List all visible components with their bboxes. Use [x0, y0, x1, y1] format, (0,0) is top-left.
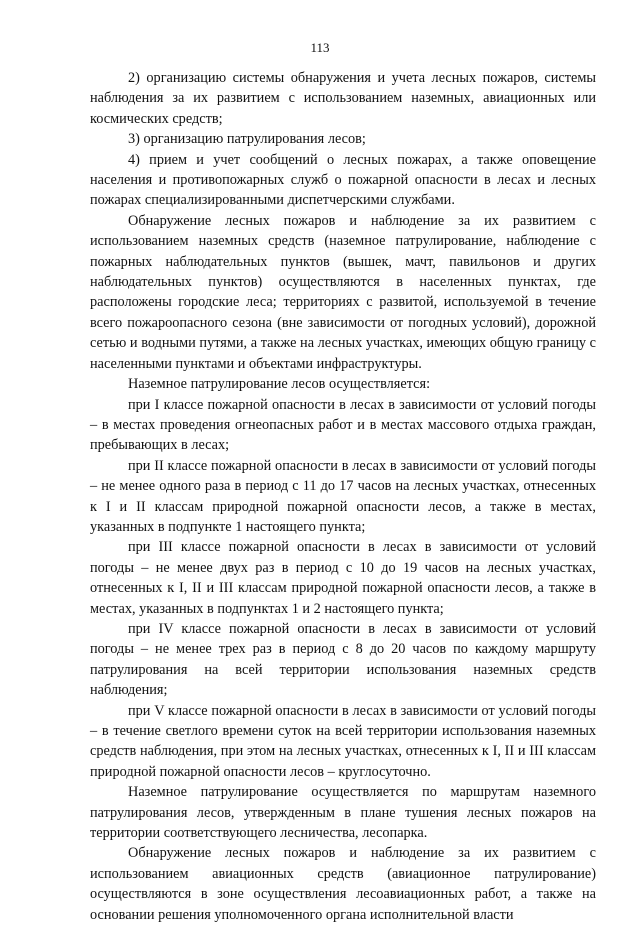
paragraph: 3) организацию патрулирования лесов;	[128, 131, 366, 148]
paragraph: при III классе пожарной опасности в лесах в зависимости от условий погоды – не менее двух раз в период с 10 до 19 часов на лесных участках, отнесенных к I, II и III классам природной пожарной опасности лесов, а также в местах, указанных в подпунктах 1 и 2 настоящего пункта;	[90, 539, 596, 617]
paragraph: Наземное патрулирование лесов осуществляется:	[128, 376, 431, 393]
paragraph: Обнаружение лесных пожаров и наблюдение за их развитием с использованием наземных средств (наземное патрулирование, наблюдение с пожарных наблюдательных пунктов (вышек, мачт, павильонов и других наблюдательных пунктов) осуществляются в населенных пунктах, где расположены городские леса; территориях с развитой, используемой в течение всего пожароопасного сезона (вне зависимости от погодных условий), дорожной сетью и водными путями, а также на лесных участках, имеющих общую границу с населенными пунктами и объектами инфраструктуры.	[90, 212, 596, 372]
paragraph: при I классе пожарной опасности в лесах в зависимости от условий погоды – в местах проведения огнеопасных работ и в местах массового отдыха граждан, пребывающих в лесах;	[90, 396, 596, 454]
paragraph: при IV классе пожарной опасности в лесах в зависимости от условий погоды – не менее трех раз в период с 8 до 20 часов по каждому маршруту патрулирования на всей территории использования наземных средств наблюдения;	[90, 620, 596, 699]
paragraph: 4) прием и учет сообщений о лесных пожарах, а также оповещение населения и противопожарных служб о пожарной опасности в лесах и лесных пожарах специализированными диспетчерскими службами.	[90, 151, 596, 209]
paragraph: при II классе пожарной опасности в лесах в зависимости от условий погоды – не менее одного раза в период с 11 до 17 часов на лесных участках, отнесенных к I и II классам природной пожарной опасности лесов, а также в местах, указанных в подпункте 1 настоящего пункта;	[90, 457, 596, 535]
document-body	[90, 68, 596, 925]
paragraph: при V классе пожарной опасности в лесах в зависимости от условий погоды – в течение светлого времени суток на всей территории использования наземных средств наблюдения, при этом на лесных участках, отнесенных к I, II и III классам природной пожарной опасности лесов – круглосуточно.	[90, 702, 596, 780]
paragraph: Наземное патрулирование осуществляется по маршрутам наземного патрулирования лесов, утвержденным в плане тушения лесных пожаров на территории соответствующего лесничества, лесопарка.	[90, 784, 596, 842]
paragraph: Обнаружение лесных пожаров и наблюдение за их развитием с использованием авиационных средств (авиационное патрулирование) осуществляются в зоне осуществления лесоавиационных работ, а также на основании решения уполномоченного органа исполнительной власти	[90, 845, 596, 923]
page-number: 113	[310, 40, 330, 55]
paragraph: 2) организацию системы обнаружения и учета лесных пожаров, системы наблюдения за их развитием с использованием наземных, авиационных или космических средств;	[90, 70, 596, 127]
